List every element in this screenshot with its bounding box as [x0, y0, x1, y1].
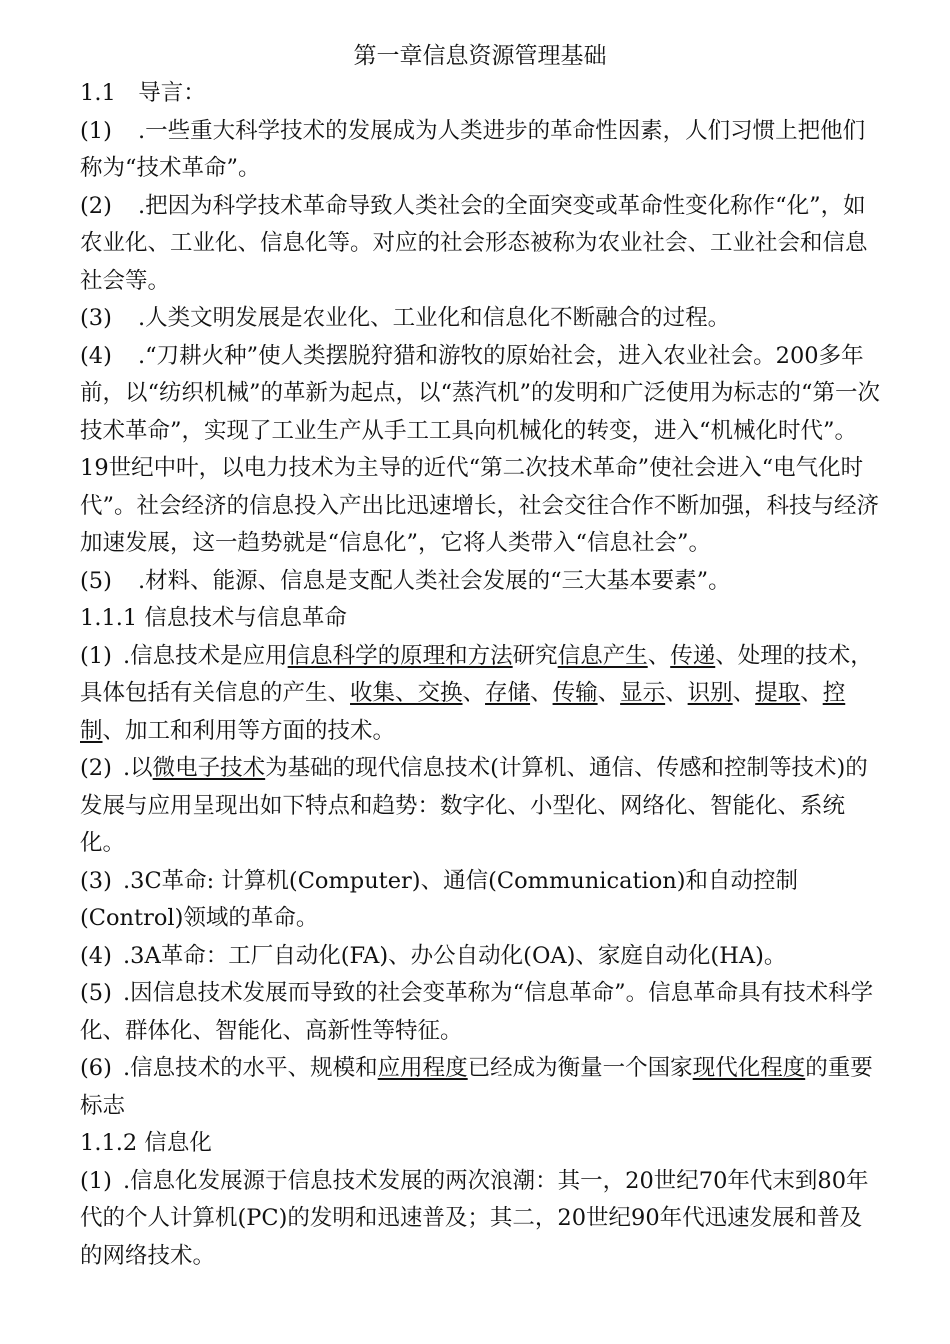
- text-run: 研究: [512, 642, 558, 669]
- intro-paragraph-1: [80, 113, 880, 188]
- underlined-term: 现代化程度: [692, 1055, 806, 1081]
- section-heading-intro: 1.1 导言：: [80, 80, 206, 106]
- section-heading-1-1-1: 1.1.1 信息技术与信息革命: [80, 605, 347, 631]
- intro-paragraph-2: [80, 188, 880, 301]
- text-run: 的重要标志: [80, 1055, 873, 1119]
- underlined-term: 提取: [755, 680, 801, 706]
- underlined-term: 传递: [670, 642, 716, 669]
- section-1-1-1-paragraph-4: [80, 938, 880, 976]
- item-number: (4): [80, 942, 112, 969]
- text-run: 已经成为衡量一个国家: [467, 1055, 693, 1081]
- item-number: (6): [80, 1055, 112, 1081]
- item-number: (4): [80, 342, 112, 369]
- item-number: (3): [80, 867, 112, 894]
- section-1-1-1-paragraph-2: [80, 750, 880, 863]
- text-run: 、加工和利用等方面的技术。: [102, 717, 396, 744]
- text-run: 、: [530, 680, 553, 706]
- paragraph-text: .因信息技术发展而导致的社会变革称为“信息革命”。信息革命具有技术科学化、群体化、智能化、高新性等特征。: [80, 980, 874, 1044]
- section-1-1-1-paragraph-1: [80, 638, 880, 751]
- paragraph-text: .人类文明发展是农业化、工业化和信息化不断融合的过程。: [138, 305, 731, 331]
- chapter-title: 第一章信息资源管理基础: [353, 43, 607, 69]
- section-1-1-1-paragraph-5: [80, 975, 880, 1050]
- paragraph-text: .一些重大科学技术的发展成为人类进步的革命性因素，人们习惯上把他们称为“技术革命”。: [80, 117, 866, 181]
- section-1-1-1-paragraph-6: [80, 1050, 880, 1125]
- section-1-1-2-paragraph-1: [80, 1163, 880, 1276]
- text-run: 、处理的技术，具体包括有关信息的产生、: [80, 642, 873, 706]
- text-run: .以: [123, 755, 153, 781]
- text-run: 、: [597, 680, 621, 706]
- underlined-term: 显示: [620, 680, 666, 706]
- underlined-term: 应用程度: [377, 1055, 468, 1081]
- paragraph-text: .信息化发展源于信息技术发展的两次浪潮：其一，20世纪70年代末到80年代的个人计算机(PC)的发明和迅速普及；其二，20世纪90年代迅速发展和普及的网络技术。: [80, 1167, 869, 1269]
- text-run: 、: [800, 680, 823, 706]
- section-heading-1-1-2: 1.1.2 信息化: [80, 1130, 212, 1156]
- text-run: 、: [665, 680, 688, 706]
- paragraph-text: .3A革命：工厂自动化(FA)、办公自动化(OA)、家庭自动化(HA)。: [123, 942, 787, 969]
- text-run: 、: [462, 680, 486, 706]
- intro-paragraph-4: [80, 338, 880, 563]
- item-number: (1): [80, 1167, 112, 1194]
- item-number: (3): [80, 305, 112, 331]
- intro-paragraph-3: [80, 300, 880, 338]
- text-run: 为基础的现代信息技术(计算机、通信、传感和控制等技术)的发展与应用呈现出如下特点和趋势：数字化、小型化、网络化、智能化、系统化。: [80, 755, 868, 856]
- section-1-1-1-paragraph-3: [80, 863, 880, 938]
- underlined-term: 传输: [552, 680, 598, 706]
- text-run: .信息技术是应用: [123, 642, 288, 669]
- underlined-term: 信息科学的原理和方法: [287, 642, 513, 669]
- document-page: [80, 38, 880, 1275]
- underlined-term: 微电子技术: [152, 755, 266, 781]
- paragraph-text: .材料、能源、信息是支配人类社会发展的“三大基本要素”。: [138, 567, 731, 594]
- underlined-term: 控制: [80, 680, 846, 744]
- text-run: .信息技术的水平、规模和: [123, 1055, 378, 1081]
- underlined-term: 信息产生: [557, 642, 648, 669]
- item-number: (1): [80, 117, 112, 144]
- underlined-term: 收集、交换: [350, 680, 463, 706]
- paragraph-text: .把因为科学技术革命导致人类社会的全面突变或革命性变化称作“化”，如农业化、工业化、信息化等。对应的社会形态被称为农业社会、工业社会和信息社会等。: [80, 192, 868, 294]
- text-run: 、: [732, 680, 756, 706]
- underlined-term: 识别: [687, 680, 733, 706]
- intro-paragraph-5: [80, 563, 880, 601]
- item-number: (1): [80, 642, 112, 669]
- underlined-term: 存储: [485, 680, 531, 706]
- item-number: (2): [80, 755, 112, 781]
- paragraph-text: .“刀耕火种”使人类摆脱狩猎和游牧的原始社会，进入农业社会。200多年前，以“纺织机械”的革新为起点，以“蒸汽机”的发明和广泛使用为标志的“第一次技术革命”，实现了工业生产从手工工具向机械化的转变，进入“机械化时代”。19世纪中叶，以电力技术为主导的近代“第二次技术革命”使社会进入“电气化时代”。社会经济的信息投入产出比迅速增长，社会交往合作不断加强，科技与经济加速发展，这一趋势就是“信息化”，它将人类带入“信息社会”。: [80, 342, 881, 556]
- paragraph-text: .3C革命: 计算机(Computer)、通信(Communication)和自动控制(Control)领域的革命。: [80, 867, 799, 931]
- item-number: (5): [80, 567, 112, 594]
- item-number: (5): [80, 980, 112, 1006]
- text-run: 、: [647, 642, 671, 669]
- item-number: (2): [80, 192, 112, 219]
